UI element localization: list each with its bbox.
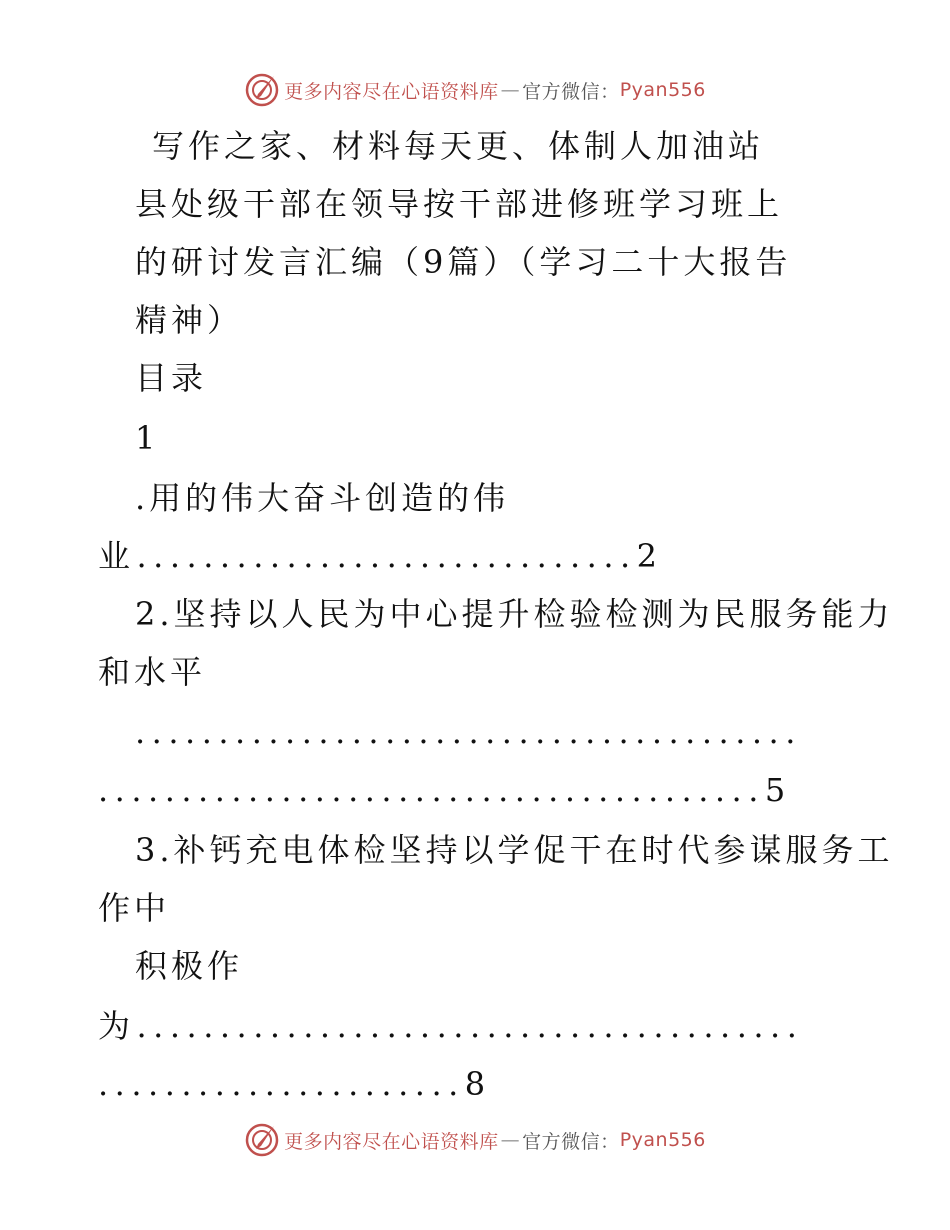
toc-item-3-title-cont: 作中 — [98, 889, 171, 927]
title-line-3: 精神） — [135, 301, 244, 339]
watermark-wechat-label: 官方微信： — [522, 80, 620, 103]
toc-item-2-title-cont: 和水平 — [98, 653, 207, 691]
watermark-separator: — — [500, 1129, 521, 1151]
header-line: 写作之家、材料每天更、体制人加油站 — [152, 127, 765, 165]
header-watermark — [0, 70, 950, 110]
toc-item-2-title: 2.坚持以人民为中心提升检验检测为民服务能力 — [135, 595, 894, 633]
title-line-1: 县处级干部在领导按干部进修班学习班上 — [135, 185, 784, 223]
toc-item-1-leader: 业..............................2 — [98, 537, 664, 575]
watermark-wechat-id: Pyan556 — [619, 79, 706, 101]
quill-logo-icon — [244, 1122, 280, 1158]
toc-item-2-leader-2: ........................................5 — [98, 771, 792, 809]
toc-item-3-title: 3.补钙充电体检坚持以学促干在时代参谋服务工 — [135, 831, 894, 869]
footer-watermark — [0, 1120, 950, 1160]
toc-item-1-title: .用的伟大奋斗创造的伟 — [135, 479, 510, 517]
title-line-2: 的研讨发言汇编（9篇）（学习二十大报告 — [135, 243, 792, 281]
toc-heading: 目录 — [135, 359, 208, 397]
toc-item-1-number: 1 — [135, 419, 160, 457]
quill-logo-icon — [244, 72, 280, 108]
toc-item-2-leader-1: ........................................ — [135, 713, 802, 751]
toc-item-3-leader-2: ......................8 — [98, 1065, 492, 1103]
watermark-separator: — — [500, 79, 521, 101]
toc-item-3-leader-1: 为........................................ — [98, 1007, 804, 1045]
watermark-wechat-id: Pyan556 — [619, 1129, 706, 1151]
watermark-brand: 更多内容尽在心语资料库 — [284, 80, 499, 103]
watermark-brand: 更多内容尽在心语资料库 — [284, 1130, 499, 1153]
toc-item-3-title-cont-2: 积极作 — [135, 947, 244, 985]
watermark-wechat-label: 官方微信： — [522, 1130, 620, 1153]
